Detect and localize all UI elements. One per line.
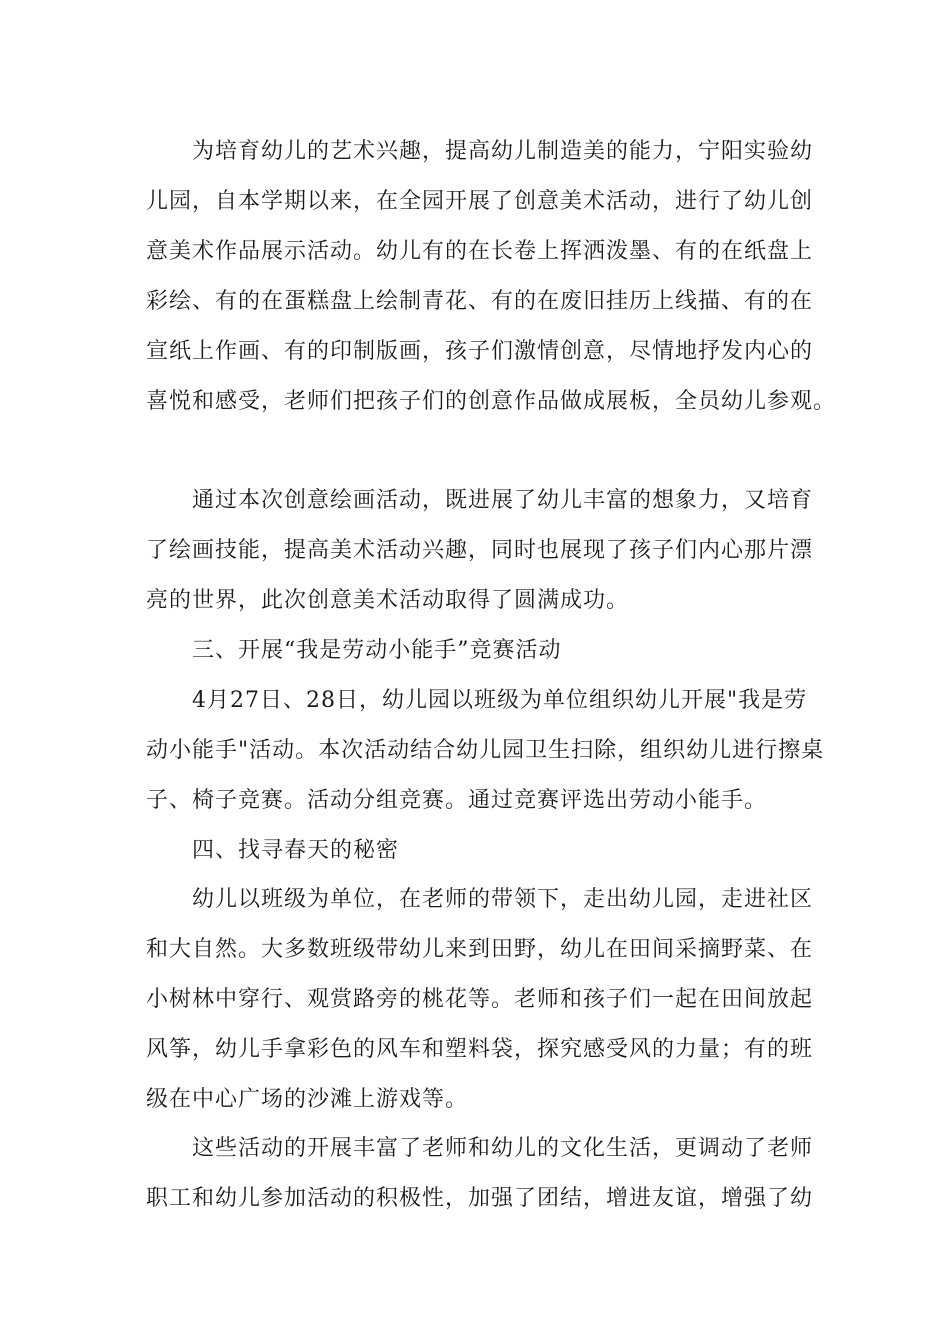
paragraph-4-line-5: 级在中心广场的沙滩上游戏等。 [146,1087,469,1112]
paragraph-3-line-3: 子、椅子竞赛。活动分组竞赛。通过竞赛评选出劳动小能手。 [146,788,768,813]
paragraph-1-line-4: 彩绘、有的在蛋糕盘上绘制青花、有的在废旧挂历上线描、有的在 [146,289,814,314]
paragraph-1-line-3: 意美术作品展示活动。幼儿有的在长卷上挥洒泼墨、有的在纸盘上 [146,239,814,264]
paragraph-2-line-3: 亮的世界，此次创意美术活动取得了圆满成功。 [146,588,630,613]
paragraph-4-line-2: 和大自然。大多数班级带幼儿来到田野，幼儿在田间采摘野菜、在 [146,937,814,962]
paragraph-3-line-2: 动小能手"活动。本次活动结合幼儿园卫生扫除，组织幼儿进行擦桌 [146,738,825,763]
paragraph-1-line-6: 喜悦和感受，老师们把孩子们的创意作品做成展板，全员幼儿参观。 [146,389,837,414]
paragraph-3-line-1: 4月27日、28日，幼儿园以班级为单位组织幼儿开展"我是劳 [192,688,808,713]
paragraph-4-line-1: 幼儿以班级为单位，在老师的带领下，走出幼儿园，走进社区 [192,887,814,912]
section-heading-3: 三、开展“我是劳动小能手”竞赛活动 [192,638,562,663]
paragraph-5-line-1: 这些活动的开展丰富了老师和幼儿的文化生活，更调动了老师 [192,1136,814,1161]
paragraph-1-line-2: 儿园，自本学期以来，在全园开展了创意美术活动，进行了幼儿创 [146,189,814,214]
paragraph-4-line-4: 风筝，幼儿手拿彩色的风车和塑料袋，探究感受风的力量；有的班 [146,1037,814,1062]
paragraph-1-line-1: 为培育幼儿的艺术兴趣，提高幼儿制造美的能力，宁阳实验幼 [192,139,814,164]
paragraph-2-line-1: 通过本次创意绘画活动，既进展了幼儿丰富的想象力，又培育 [192,488,814,513]
paragraph-5-line-2: 职工和幼儿参加活动的积极性，加强了团结，增进友谊，增强了幼 [146,1186,814,1211]
paragraph-1-line-5: 宣纸上作画、有的印制版画，孩子们激情创意，尽情地抒发内心的 [146,339,814,364]
section-heading-4: 四、找寻春天的秘密 [192,838,400,863]
paragraph-2-line-2: 了绘画技能，提高美术活动兴趣，同时也展现了孩子们内心那片漂 [146,538,814,563]
paragraph-4-line-3: 小树林中穿行、观赏路旁的桃花等。老师和孩子们一起在田间放起 [146,987,814,1012]
